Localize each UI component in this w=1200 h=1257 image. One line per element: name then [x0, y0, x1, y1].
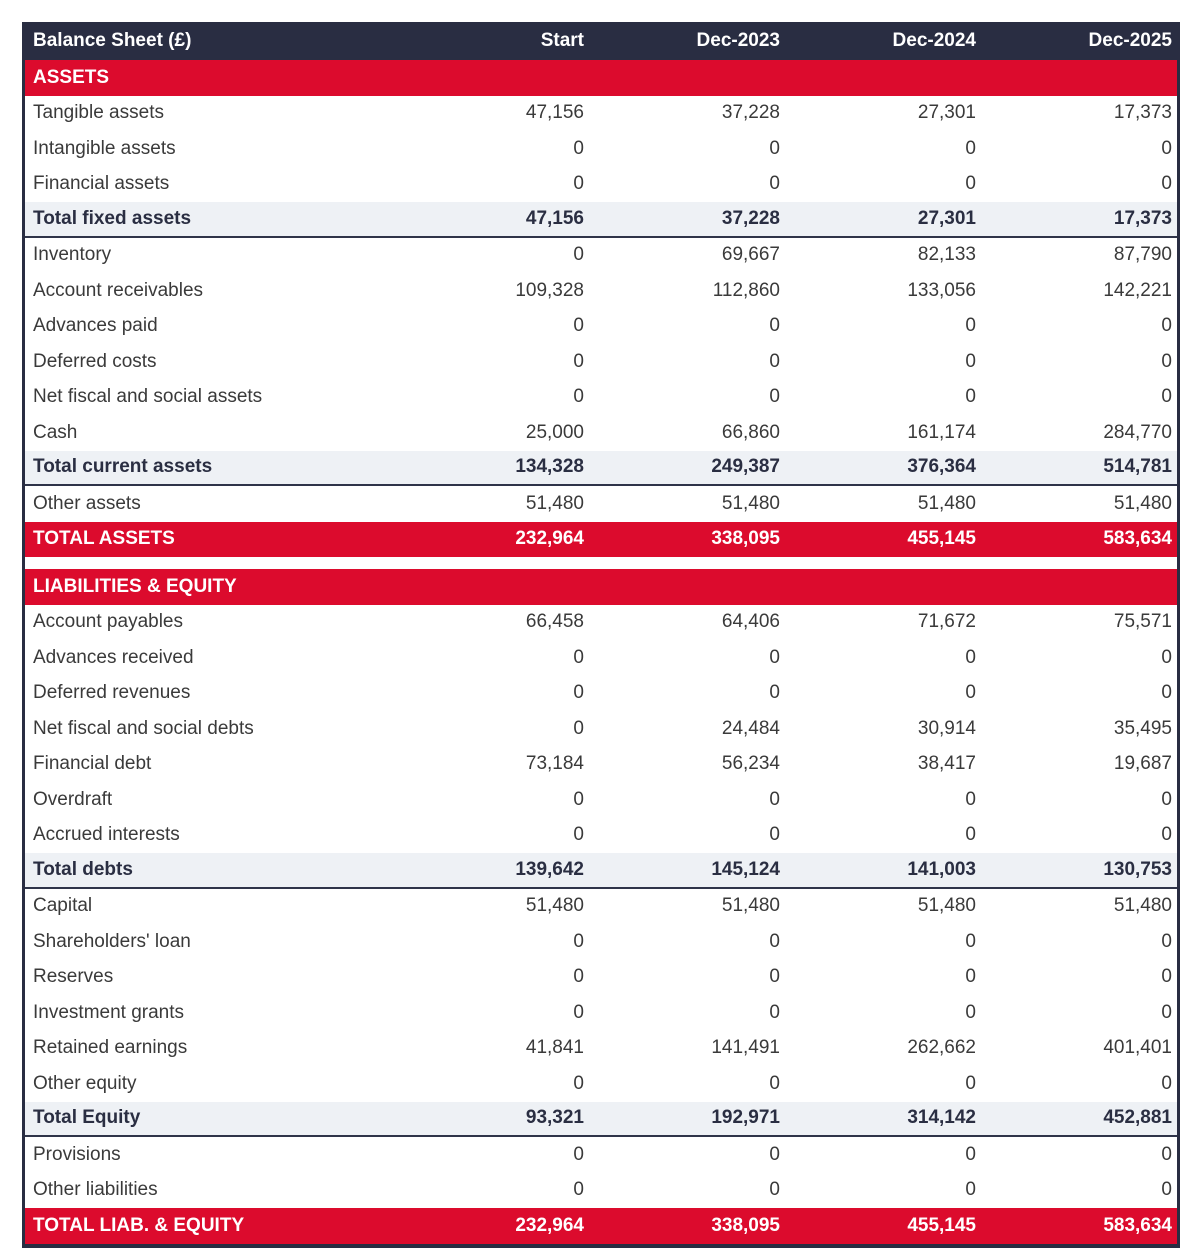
cell-value: 0 [965, 1143, 976, 1165]
table-row [25, 202, 1177, 238]
cell-value: 27,301 [917, 102, 976, 124]
cell-value: 0 [1161, 173, 1172, 195]
row-label: Account receivables [33, 279, 204, 301]
cell-value: 0 [965, 682, 976, 704]
cell-value: 66,458 [525, 611, 584, 633]
cell-value: 0 [573, 386, 584, 408]
table-row [25, 238, 1177, 274]
cell-value: 262,662 [907, 1037, 976, 1059]
cell-value: 0 [573, 717, 584, 739]
cell-value: 338,095 [711, 1214, 780, 1236]
row-label: Advances received [33, 646, 194, 668]
cell-value: 0 [1161, 682, 1172, 704]
cell-value: 401,401 [1103, 1037, 1172, 1059]
cell-value: 0 [1161, 1179, 1172, 1201]
row-label: Capital [33, 895, 93, 917]
cell-value: 0 [1161, 386, 1172, 408]
cell-value: 0 [573, 930, 584, 952]
table-row [25, 782, 1177, 818]
cell-value: 376,364 [907, 456, 976, 478]
row-label: Cash [33, 421, 78, 443]
cell-value: 17,373 [1113, 102, 1172, 124]
row-label: Provisions [33, 1143, 121, 1165]
cell-value: 0 [965, 1072, 976, 1094]
cell-value: 0 [573, 682, 584, 704]
cell-value: 0 [769, 824, 780, 846]
column-header-dec-2023: Dec-2023 [696, 30, 780, 51]
row-label: Other liabilities [33, 1179, 158, 1201]
cell-value: 0 [573, 824, 584, 846]
cell-value: 73,184 [525, 753, 584, 775]
cell-value: 0 [769, 930, 780, 952]
row-label: Deferred revenues [33, 682, 191, 704]
cell-value: 82,133 [917, 244, 976, 266]
cell-value: 0 [1161, 1143, 1172, 1165]
table-row [25, 640, 1177, 676]
section-header-label: ASSETS [33, 66, 110, 88]
cell-value: 0 [573, 244, 584, 266]
cell-value: 25,000 [525, 421, 584, 443]
column-header-dec-2024: Dec-2024 [892, 30, 976, 51]
cell-value: 0 [769, 173, 780, 195]
cell-value: 0 [573, 1179, 584, 1201]
cell-value: 0 [769, 1143, 780, 1165]
cell-value: 141,491 [711, 1037, 780, 1059]
table-row [25, 415, 1177, 451]
table-row [25, 1137, 1177, 1173]
cell-value: 130,753 [1103, 858, 1172, 880]
row-label: Intangible assets [33, 137, 176, 159]
row-label: TOTAL LIAB. & EQUITY [33, 1214, 245, 1236]
cell-value: 37,228 [721, 207, 780, 229]
cell-value: 0 [1161, 1001, 1172, 1023]
cell-value: 0 [573, 966, 584, 988]
cell-value: 134,328 [515, 456, 584, 478]
cell-value: 112,860 [712, 279, 780, 301]
section-header-label: LIABILITIES & EQUITY [33, 575, 237, 597]
row-label: Investment grants [33, 1001, 185, 1023]
cell-value: 87,790 [1113, 244, 1172, 266]
cell-value: 0 [1161, 788, 1172, 810]
row-label: Shareholders' loan [33, 930, 191, 952]
cell-value: 0 [1161, 646, 1172, 668]
cell-value: 452,881 [1103, 1107, 1172, 1129]
cell-value: 583,634 [1103, 1214, 1172, 1236]
cell-value: 0 [1161, 824, 1172, 846]
row-label: Net fiscal and social assets [33, 386, 263, 408]
cell-value: 284,770 [1103, 421, 1172, 443]
cell-value: 0 [769, 350, 780, 372]
row-label: Total debts [33, 858, 133, 880]
table-row [25, 344, 1177, 380]
cell-value: 109,328 [515, 279, 584, 301]
cell-value: 514,781 [1103, 456, 1172, 478]
cell-value: 583,634 [1103, 528, 1172, 550]
cell-value: 455,145 [907, 528, 976, 550]
cell-value: 64,406 [721, 611, 780, 633]
table-row [25, 1102, 1177, 1138]
table-row [25, 818, 1177, 854]
row-label: Total current assets [33, 456, 213, 478]
table-row [25, 522, 1177, 558]
row-label: TOTAL ASSETS [33, 528, 175, 550]
row-label: Tangible assets [33, 102, 164, 124]
table-row [25, 889, 1177, 925]
cell-value: 249,387 [711, 456, 780, 478]
row-label: Advances paid [33, 315, 158, 337]
cell-value: 0 [573, 350, 584, 372]
cell-value: 47,156 [525, 102, 584, 124]
table-row [25, 995, 1177, 1031]
table-row [25, 605, 1177, 641]
cell-value: 338,095 [711, 528, 780, 550]
row-label: Total Equity [33, 1107, 141, 1129]
cell-value: 145,124 [711, 858, 780, 880]
table-row [25, 486, 1177, 522]
row-label: Total fixed assets [33, 207, 192, 229]
cell-value: 0 [573, 788, 584, 810]
cell-value: 0 [769, 788, 780, 810]
cell-value: 24,484 [721, 717, 780, 739]
table-row [25, 1031, 1177, 1067]
row-label: Other assets [33, 492, 141, 514]
cell-value: 19,687 [1113, 753, 1172, 775]
cell-value: 0 [965, 315, 976, 337]
cell-value: 51,480 [1113, 895, 1172, 917]
cell-value: 0 [965, 930, 976, 952]
table-row [25, 676, 1177, 712]
cell-value: 192,971 [711, 1107, 780, 1129]
cell-value: 51,480 [917, 492, 976, 514]
cell-value: 314,142 [907, 1107, 976, 1129]
cell-value: 0 [573, 646, 584, 668]
cell-value: 0 [965, 173, 976, 195]
table-body [25, 60, 1177, 1244]
cell-value: 0 [769, 315, 780, 337]
row-label: Other equity [33, 1072, 137, 1094]
cell-value: 139,642 [515, 858, 584, 880]
cell-value: 0 [1161, 137, 1172, 159]
cell-value: 0 [769, 1001, 780, 1023]
row-label: Reserves [33, 966, 114, 988]
cell-value: 142,221 [1103, 279, 1172, 301]
cell-value: 75,571 [1113, 611, 1172, 633]
row-label: Deferred costs [33, 350, 157, 372]
cell-value: 38,417 [917, 753, 976, 775]
cell-value: 0 [573, 1143, 584, 1165]
table-row [25, 853, 1177, 889]
cell-value: 0 [573, 173, 584, 195]
cell-value: 35,495 [1113, 717, 1172, 739]
section-gap [25, 557, 1177, 569]
table-row [25, 1173, 1177, 1209]
cell-value: 47,156 [525, 207, 584, 229]
table-row [25, 1208, 1177, 1244]
cell-value: 141,003 [907, 858, 976, 880]
cell-value: 0 [573, 1001, 584, 1023]
row-label: Overdraft [33, 788, 113, 810]
cell-value: 56,234 [721, 753, 780, 775]
cell-value: 30,914 [917, 717, 976, 739]
table-header-row [25, 22, 1177, 60]
column-header-dec-2025: Dec-2025 [1088, 30, 1172, 51]
column-header-start: Start [540, 30, 584, 51]
cell-value: 0 [573, 137, 584, 159]
cell-value: 0 [1161, 966, 1172, 988]
cell-value: 0 [573, 315, 584, 337]
cell-value: 0 [769, 682, 780, 704]
cell-value: 71,672 [917, 611, 976, 633]
table-row [25, 309, 1177, 345]
cell-value: 17,373 [1113, 207, 1172, 229]
table-row [25, 96, 1177, 132]
cell-value: 51,480 [525, 492, 584, 514]
cell-value: 161,174 [907, 421, 976, 443]
cell-value: 0 [769, 1179, 780, 1201]
cell-value: 232,964 [515, 1214, 584, 1236]
cell-value: 51,480 [1113, 492, 1172, 514]
cell-value: 0 [965, 824, 976, 846]
row-label: Financial assets [33, 173, 170, 195]
cell-value: 51,480 [917, 895, 976, 917]
balance-sheet-table [22, 22, 1180, 1248]
table-row [25, 273, 1177, 309]
section-header-row [25, 60, 1177, 96]
table-row [25, 924, 1177, 960]
cell-value: 0 [769, 386, 780, 408]
table-row [25, 131, 1177, 167]
cell-value: 0 [965, 137, 976, 159]
cell-value: 232,964 [515, 528, 584, 550]
section-header-row [25, 569, 1177, 605]
cell-value: 51,480 [721, 492, 780, 514]
table-row [25, 960, 1177, 996]
table-row [25, 167, 1177, 203]
cell-value: 133,056 [907, 279, 976, 301]
table-row [25, 380, 1177, 416]
cell-value: 0 [965, 788, 976, 810]
row-label: Inventory [33, 244, 112, 266]
cell-value: 0 [769, 966, 780, 988]
cell-value: 41,841 [525, 1037, 584, 1059]
table-row [25, 1066, 1177, 1102]
cell-value: 0 [573, 1072, 584, 1094]
row-label: Financial debt [33, 753, 152, 775]
cell-value: 51,480 [721, 895, 780, 917]
table-row [25, 747, 1177, 783]
cell-value: 0 [965, 350, 976, 372]
cell-value: 0 [1161, 350, 1172, 372]
row-label: Retained earnings [33, 1037, 188, 1059]
cell-value: 0 [769, 137, 780, 159]
cell-value: 93,321 [525, 1107, 584, 1129]
cell-value: 455,145 [907, 1214, 976, 1236]
table-row [25, 711, 1177, 747]
cell-value: 0 [965, 1179, 976, 1201]
cell-value: 51,480 [525, 895, 584, 917]
row-label: Account payables [33, 611, 183, 633]
cell-value: 69,667 [721, 244, 780, 266]
cell-value: 0 [965, 646, 976, 668]
cell-value: 0 [769, 646, 780, 668]
cell-value: 0 [1161, 930, 1172, 952]
row-label: Accrued interests [33, 824, 180, 846]
cell-value: 0 [1161, 1072, 1172, 1094]
cell-value: 0 [965, 1001, 976, 1023]
cell-value: 27,301 [917, 207, 976, 229]
cell-value: 0 [965, 386, 976, 408]
row-label: Net fiscal and social debts [33, 717, 254, 739]
cell-value: 66,860 [721, 421, 780, 443]
cell-value: 0 [769, 1072, 780, 1094]
cell-value: 0 [965, 966, 976, 988]
table-title: Balance Sheet (£) [33, 30, 192, 51]
table-row [25, 451, 1177, 487]
cell-value: 0 [1161, 315, 1172, 337]
cell-value: 37,228 [721, 102, 780, 124]
